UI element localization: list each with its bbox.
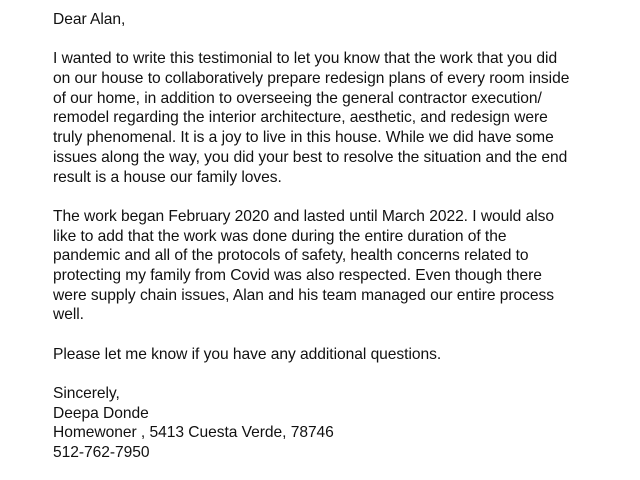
paragraph-line: pandemic and all of the protocols of safety, health concerns related to (53, 247, 529, 265)
paragraph-line: well. (53, 306, 84, 324)
paragraph-line: on our house to collaboratively prepare redesign plans of every room inside (53, 70, 570, 88)
paragraph-spacer (53, 187, 633, 207)
paragraph-line: were supply chain issues, Alan and his team managed our entire process (53, 286, 554, 304)
signature-name: Deepa Donde (53, 404, 149, 422)
signature-block (53, 404, 633, 463)
paragraph-work-details (53, 207, 633, 325)
paragraph-spacer (53, 30, 633, 50)
paragraph-line: truly phenomenal. It is a joy to live in this house. While we did have some (53, 129, 554, 147)
paragraph-line: of our home, in addition to overseeing the general contractor execution/ (53, 89, 542, 107)
signature-phone: 512-762-7950 (53, 444, 150, 462)
paragraph-testimonial (53, 49, 633, 187)
paragraph-line: protecting my family from Covid was also respected. Even though there (53, 266, 542, 284)
paragraph-line: The work began February 2020 and lasted until March 2022. I would also (53, 207, 554, 225)
paragraph-questions: Please let me know if you have any additional questions. (53, 345, 442, 363)
salutation: Dear Alan, (53, 11, 126, 28)
letter-body (53, 10, 633, 463)
paragraph-line: remodel regarding the interior architecture, aesthetic, and redesign were (53, 109, 548, 127)
paragraph-line: I wanted to write this testimonial to let you know that the work that you did (53, 50, 558, 68)
paragraph-line: like to add that the work was done during the entire duration of the (53, 227, 507, 245)
paragraph-line: result is a house our family loves. (53, 168, 282, 186)
paragraph-spacer (53, 364, 633, 384)
signature-title-address: Homewoner , 5413 Cuesta Verde, 78746 (53, 424, 334, 442)
closing: Sincerely, (53, 385, 120, 403)
paragraph-line: issues along the way, you did your best to resolve the situation and the end (53, 148, 568, 166)
paragraph-spacer (53, 325, 633, 345)
